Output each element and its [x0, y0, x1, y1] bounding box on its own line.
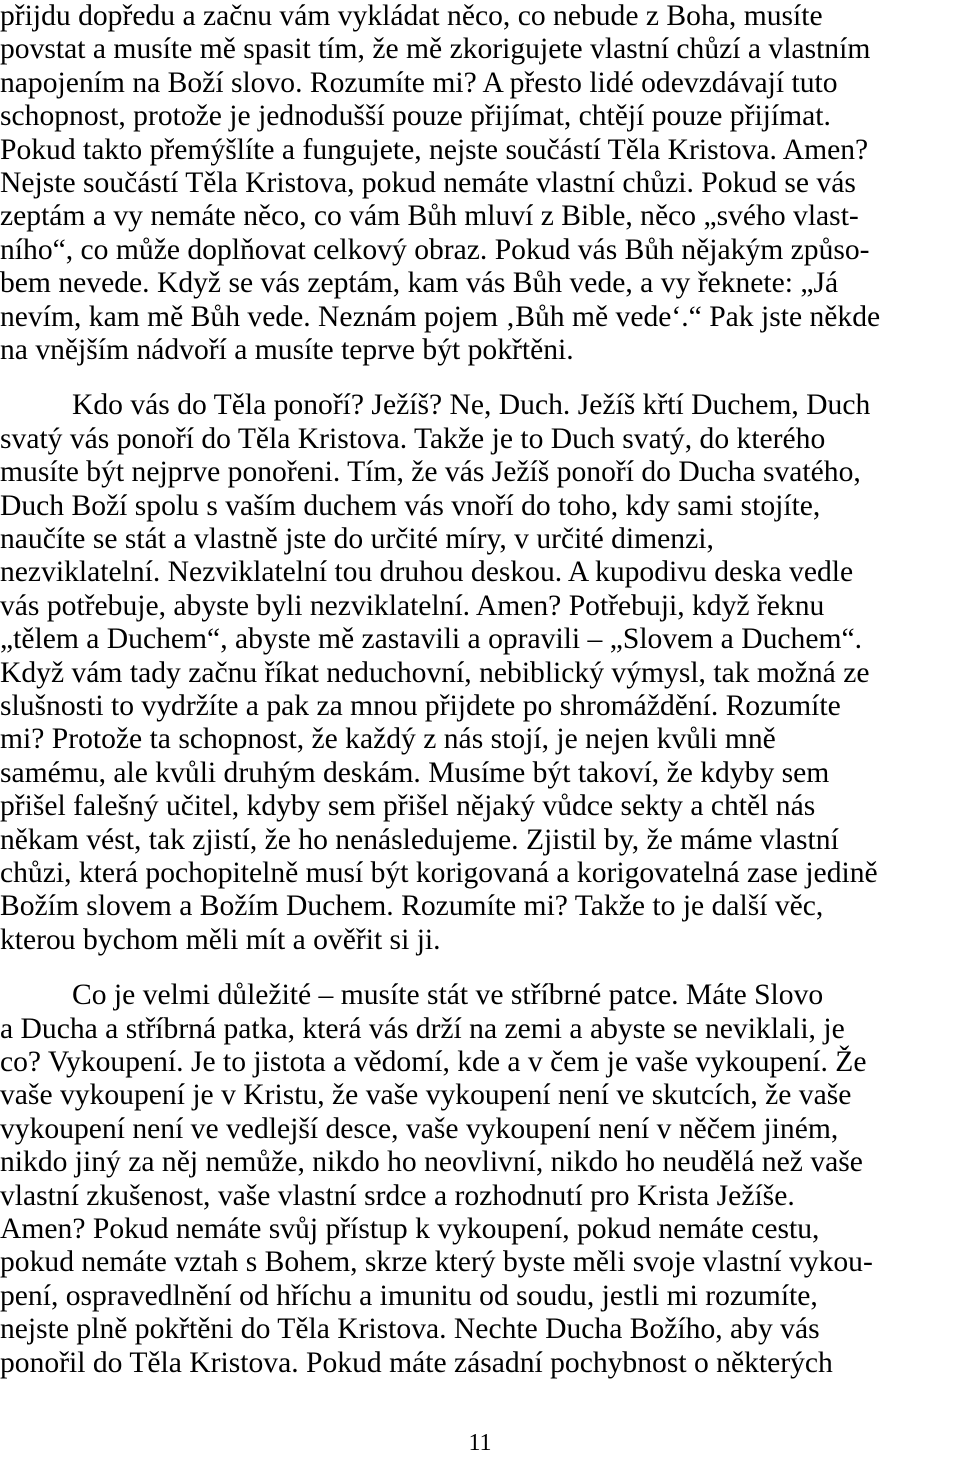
- text-line: svatý vás ponoří do Těla Kristova. Takže je to Duch svatý, do kterého: [0, 422, 826, 455]
- text-line: a Ducha a stříbrná patka, která vás drží na zemi a abyste se neviklali, je: [0, 1012, 845, 1045]
- text-line: Pokud takto přemýšlíte a fungujete, nejste součástí Těla Kristova. Amen?: [0, 133, 869, 166]
- text-line: samému, ale kvůli druhým deskám. Musíme být takoví, že kdyby sem: [0, 756, 830, 789]
- text-line: schopnost, protože je jednodušší pouze přijímat, chtějí pouze přijímat.: [0, 100, 831, 133]
- text-line: pokud nemáte vztah s Bohem, skrze který byste měli svoje vlastní vykou-: [0, 1246, 873, 1279]
- text-line: Božím slovem a Božím Duchem. Rozumíte mi? Takže to je další věc,: [0, 890, 824, 923]
- text-line: naučíte se stát a vlastně jste do určité míry, v určité dimenzi,: [0, 523, 714, 555]
- text-line: vykoupení není ve vedlejší desce, vaše vykoupení není v něčem jiném,: [0, 1112, 839, 1145]
- text-line: Kdo vás do Těla ponoří? Ježíš? Ne, Duch. Ježíš křtí Duchem, Duch: [72, 389, 871, 422]
- page-number: 11: [468, 1430, 492, 1456]
- text-line: vaše vykoupení je v Kristu, že vaše vykoupení není ve skutcích, že vaše: [0, 1079, 852, 1112]
- text-line: napojením na Boží slovo. Rozumíte mi? A přesto lidé odevzdávají tuto: [0, 66, 838, 99]
- text-line: musíte být nejprve ponořeni. Tím, že vás Ježíš ponoří do Ducha svatého,: [0, 456, 861, 489]
- text-line: co? Vykoupení. Je to jistota a vědomí, kde a v čem je vaše vykoupení. Že: [0, 1046, 867, 1078]
- text-line: Duch Boží spolu s vaším duchem vás vnoří do toho, kdy sami stojíte,: [0, 489, 821, 522]
- text-line: „tělem a Duchem“, abyste mě zastavili a opravili – „Slovem a Duchem“.: [0, 623, 863, 656]
- text-line: Amen? Pokud nemáte svůj přístup k vykoupení, pokud nemáte cestu,: [0, 1213, 820, 1245]
- text-line: nevím, kam mě Bůh vede. Neznám pojem ‚Bůh mě vede‘.“ Pak jste někde: [0, 300, 881, 333]
- text-line: nejste plně pokřtěni do Těla Kristova. Nechte Ducha Božího, aby vás: [0, 1313, 820, 1346]
- text-line: Co je velmi důležité – musíte stát ve stříbrné patce. Máte Slovo: [72, 979, 824, 1012]
- text-line: někam vést, tak zjistí, že ho nenásledujeme. Zjistil by, že máme vlastní: [0, 823, 839, 856]
- text-line: chůzi, která pochopitelně musí být korigovaná a korigovatelná zase jedině: [0, 857, 878, 889]
- text-line: ního“, co může doplňovat celkový obraz. Pokud vás Bůh nějakým způso-: [0, 233, 870, 266]
- text-line: na vnějším nádvoří a musíte teprve být pokřtěni.: [0, 334, 574, 366]
- text-line: slušnosti to vydržíte a pak za mnou přijdete po shromáždění. Rozumíte: [0, 690, 841, 722]
- text-line: Když vám tady začnu říkat neduchovní, nebiblický výmysl, tak možná ze: [0, 656, 870, 689]
- text-line: nezviklatelní. Nezviklatelní tou druhou deskou. A kupodivu deska vedle: [0, 556, 854, 589]
- text-line: pení, ospravedlnění od hříchu a imunitu od soudu, jestli mi rozumíte,: [0, 1279, 818, 1312]
- text-line: zeptám a vy nemáte něco, co vám Bůh mluví z Bible, něco „svého vlast-: [0, 200, 859, 233]
- text-line: mi? Protože ta schopnost, že každý z nás stojí, je nejen kvůli mně: [0, 723, 776, 756]
- text-line: přišel falešný učitel, kdyby sem přišel nějaký vůdce sekty a chtěl nás: [0, 790, 816, 823]
- text-line: Nejste součástí Těla Kristova, pokud nemáte vlastní chůzi. Pokud se vás: [0, 167, 856, 199]
- text-line: přijdu dopředu a začnu vám vykládat něco, co nebude z Boha, musíte: [0, 0, 823, 32]
- text-line: bem nevede. Když se vás zeptám, kam vás Bůh vede, a vy řeknete: „Já: [0, 267, 839, 300]
- text-line: vás potřebuje, abyste byli nezviklatelní. Amen? Potřebuji, když řeknu: [0, 589, 825, 622]
- text-line: kterou bychom měli mít a ověřit si ji.: [0, 923, 441, 956]
- text-line: ponořil do Těla Kristova. Pokud máte zásadní pochybnost o některých: [0, 1346, 833, 1379]
- text-line: vlastní zkušenost, vaše vlastní srdce a rozhodnutí pro Krista Ježíše.: [0, 1179, 795, 1212]
- text-line: povstat a musíte mě spasit tím, že mě zkorigujete vlastní chůzí a vlastním: [0, 33, 871, 66]
- text-line: nikdo jiný za něj nemůže, nikdo ho neovlivní, nikdo ho neudělá než vaše: [0, 1146, 863, 1179]
